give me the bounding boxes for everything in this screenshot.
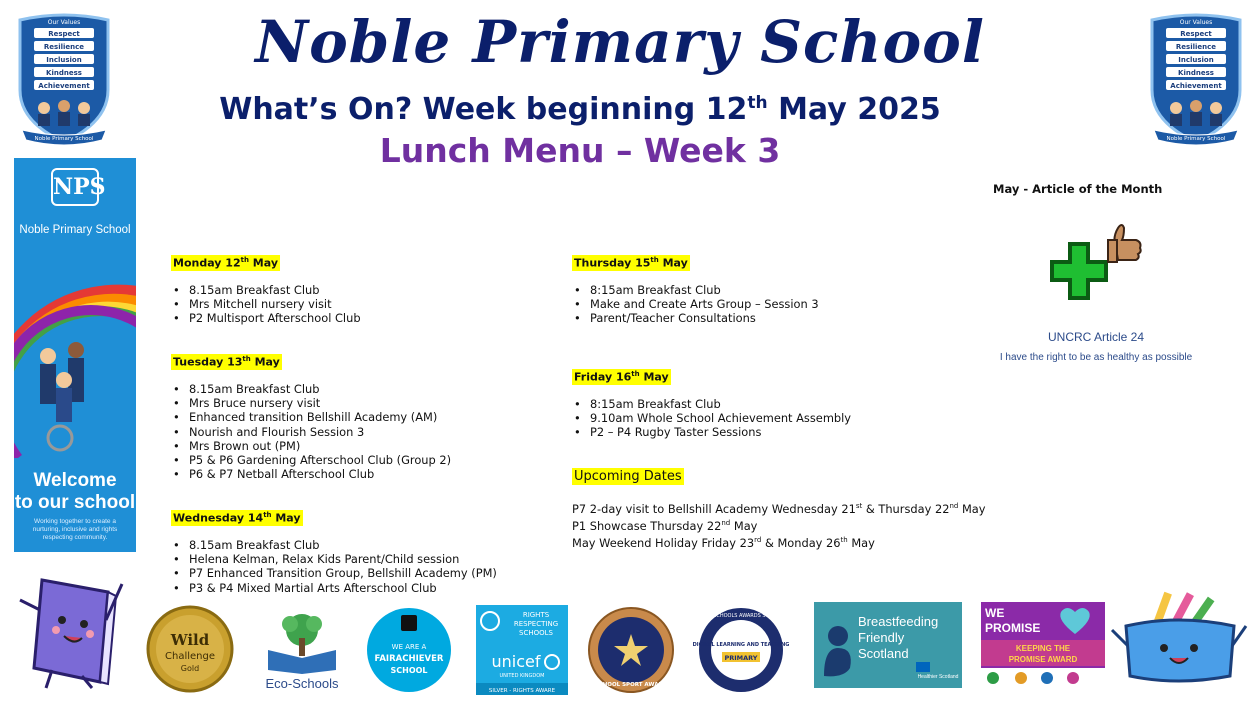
list-item: • Enhanced transition Bellshill Academy (AM) [171, 410, 451, 424]
svg-text:RIGHTS: RIGHTS [522, 611, 550, 619]
thursday-block [572, 255, 819, 326]
list-item: • P6 & P7 Netball Afterschool Club [171, 467, 451, 481]
monday-block [171, 255, 361, 326]
upcoming-line: P1 Showcase Thursday 22nd May [572, 518, 758, 533]
svg-text:Noble Primary School: Noble Primary School [34, 136, 94, 142]
list-item: • 8:15am Breakfast Club [572, 397, 851, 411]
welcome-banner [14, 158, 136, 552]
svg-text:Our Values: Our Values [1179, 19, 1213, 26]
school-sport-award-badge [586, 606, 676, 694]
eco-schools-logo [262, 610, 342, 674]
friday-list [572, 397, 851, 440]
thursday-heading: Thursday 15th May [574, 256, 688, 270]
svg-text:SCHOOL SPORT AWARD: SCHOOL SPORT AWARD [594, 682, 668, 688]
svg-text:Healthier Scotland: Healthier Scotland [917, 674, 959, 680]
tuesday-block [171, 354, 451, 482]
upcoming-dates-block [572, 468, 986, 550]
svg-text:Respect: Respect [48, 30, 80, 38]
svg-text:Breastfeeding: Breastfeeding [858, 614, 939, 629]
week-subtitle: What’s On? Week beginning 12th May 2025 [219, 92, 941, 127]
list-item: • 8:15am Breakfast Club [572, 283, 819, 297]
svg-text:Noble Primary School: Noble Primary School [1166, 136, 1226, 142]
wednesday-block [171, 510, 497, 595]
svg-text:Achievement: Achievement [1170, 82, 1222, 90]
list-item: • Make and Create Arts Group – Session 3 [572, 297, 819, 311]
banner-school-name: Noble Primary School [19, 224, 131, 236]
svg-text:Resilience: Resilience [1175, 43, 1217, 51]
monday-list [171, 283, 361, 326]
svg-text:DIGITAL SCHOOLS AWARDS SCOTLAN: DIGITAL SCHOOLS AWARDS SCOTLAND [692, 613, 790, 619]
svg-text:Scotland: Scotland [858, 646, 909, 661]
svg-text:FAIRACHIEVER: FAIRACHIEVER [374, 654, 444, 664]
monday-heading: Monday 12th May [173, 256, 278, 270]
svg-text:DIGITAL LEARNING AND TEACHING: DIGITAL LEARNING AND TEACHING [692, 642, 790, 648]
eco-schools-label: Eco-Schools [265, 676, 339, 691]
pencil-case-mascot-icon [1108, 590, 1248, 690]
health-cross-thumbs-up-icon [1046, 218, 1146, 312]
banner-tagline: Working together to create a nurturing, inclusive and rights respecting community. [32, 518, 118, 541]
list-item: • 9.10am Whole School Achievement Assembly [572, 411, 851, 425]
list-item: • Mrs Bruce nursery visit [171, 396, 451, 410]
svg-text:Challenge: Challenge [165, 651, 215, 662]
list-item: • P3 & P4 Mixed Martial Arts Afterschool Club [171, 581, 497, 595]
banner-welcome: Welcome to our school [14, 470, 136, 513]
list-item: • Mrs Brown out (PM) [171, 439, 451, 453]
svg-text:Wild: Wild [170, 631, 210, 649]
list-item: • P5 & P6 Gardening Afterschool Club (Group 2) [171, 453, 451, 467]
wednesday-list [171, 538, 497, 595]
friday-block [572, 369, 851, 440]
list-item: • Mrs Mitchell nursery visit [171, 297, 361, 311]
svg-text:Friendly: Friendly [858, 630, 905, 645]
svg-text:Gold: Gold [180, 664, 200, 673]
list-item: • P7 Enhanced Transition Group, Bellshill Academy (PM) [171, 566, 497, 580]
upcoming-heading: Upcoming Dates [574, 469, 682, 484]
tuesday-heading: Tuesday 13th May [173, 355, 280, 369]
lunch-menu-heading: Lunch Menu – Week 3 [379, 131, 781, 170]
tuesday-list [171, 382, 451, 482]
wednesday-heading: Wednesday 14th May [173, 511, 301, 525]
banner-logo: NPS [51, 168, 99, 206]
school-crest-right [1146, 12, 1246, 152]
list-item: • 8.15am Breakfast Club [171, 382, 451, 396]
school-crest-left [14, 12, 114, 152]
svg-text:Inclusion: Inclusion [46, 56, 82, 64]
list-item: • Nourish and Flourish Session 3 [171, 425, 451, 439]
svg-text:unicef: unicef [491, 652, 541, 671]
svg-text:Kindness: Kindness [46, 69, 82, 77]
svg-text:SILVER - RIGHTS AWARE: SILVER - RIGHTS AWARE [488, 688, 556, 694]
svg-text:Resilience: Resilience [43, 43, 85, 51]
upcoming-line: P7 2-day visit to Bellshill Academy Wednesday 21st & Thursday 22nd May [572, 501, 986, 516]
digital-schools-award-badge [692, 606, 790, 694]
breastfeeding-friendly-scotland-badge [814, 602, 962, 688]
upcoming-line: May Weekend Holiday Friday 23rd & Monday 26th May [572, 535, 875, 550]
article-description: I have the right to be as healthy as possible [999, 352, 1193, 363]
svg-text:RESPECTING: RESPECTING [513, 620, 559, 628]
article-name: UNCRC Article 24 [1047, 330, 1145, 344]
list-item: • P2 Multisport Afterschool Club [171, 311, 361, 325]
fairachiever-badge [366, 607, 452, 693]
rainbow-illustration [14, 258, 136, 458]
svg-text:SCHOOLS: SCHOOLS [519, 629, 553, 637]
svg-text:Respect: Respect [1180, 30, 1212, 38]
svg-text:UNITED KINGDOM: UNITED KINGDOM [499, 673, 545, 679]
friday-heading: Friday 16th May [574, 370, 669, 384]
svg-text:Inclusion: Inclusion [1178, 56, 1214, 64]
list-item: • Helena Kelman, Relax Kids Parent/Child session [171, 552, 497, 566]
svg-text:WE ARE A: WE ARE A [391, 643, 427, 651]
page-title: Noble Primary School [255, 8, 985, 76]
svg-text:Kindness: Kindness [1178, 69, 1214, 77]
svg-text:KEEPING THE: KEEPING THE [1015, 644, 1071, 653]
book-mascot-icon [12, 570, 127, 690]
svg-text:PRIMARY: PRIMARY [724, 654, 758, 662]
keeping-the-promise-award-badge [981, 602, 1105, 688]
thursday-list [572, 283, 819, 326]
list-item: • P2 – P4 Rugby Taster Sessions [572, 425, 851, 439]
unicef-rights-respecting-badge [476, 605, 568, 695]
svg-text:PROMISE: PROMISE [985, 621, 1041, 635]
list-item: • Parent/Teacher Consultations [572, 311, 819, 325]
wild-challenge-gold-badge [146, 605, 234, 693]
list-item: • 8.15am Breakfast Club [171, 283, 361, 297]
list-item: • 8.15am Breakfast Club [171, 538, 497, 552]
svg-text:Our Values: Our Values [47, 19, 81, 26]
article-of-month-label: May - Article of the Month [993, 182, 1163, 196]
svg-text:SCHOOL: SCHOOL [390, 666, 428, 675]
svg-text:PROMISE AWARD: PROMISE AWARD [1008, 655, 1078, 664]
svg-text:Achievement: Achievement [38, 82, 90, 90]
svg-text:WE: WE [985, 606, 1005, 620]
